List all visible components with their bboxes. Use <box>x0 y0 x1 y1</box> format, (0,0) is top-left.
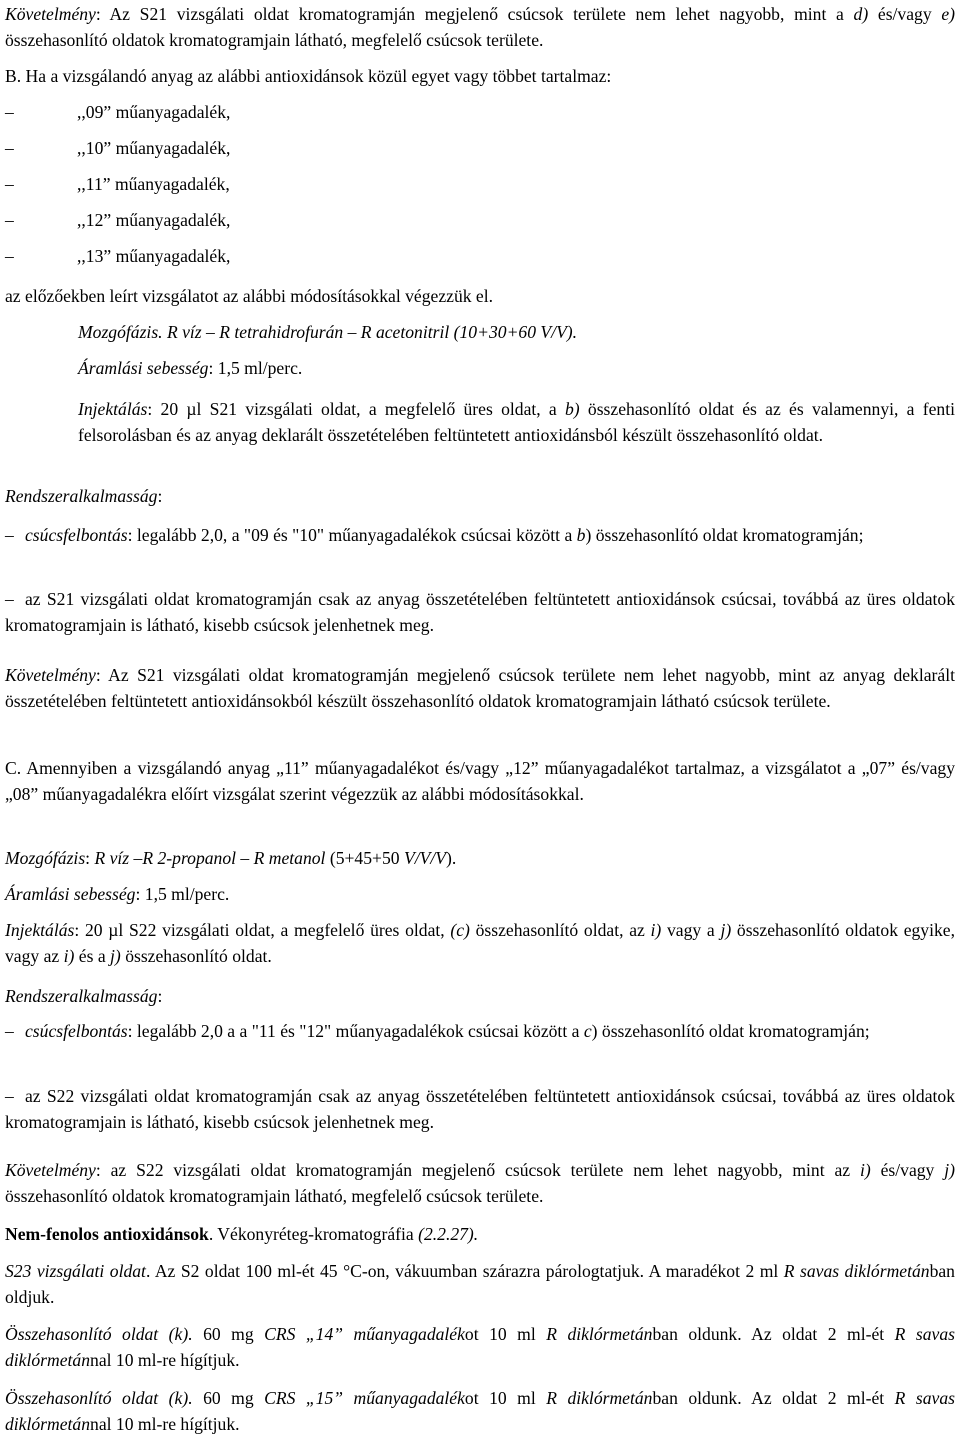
reagent: R savas diklórmetán <box>783 1261 930 1281</box>
text: : legalább 2,0 a a "11 és "12" műanyagadalékok csúcsai között a <box>127 1021 584 1041</box>
flow-rate-c <box>5 882 955 908</box>
dash: – <box>5 138 14 158</box>
colon: : <box>157 986 163 1006</box>
text: és/vagy <box>870 1160 945 1180</box>
mobile-phase-c <box>5 846 955 872</box>
colon: : <box>157 486 163 506</box>
text: nal 10 ml-re hígítjuk. <box>90 1413 240 1434</box>
requirement-paragraph-b <box>5 663 955 714</box>
ref: (c) <box>450 920 470 940</box>
list-item <box>5 100 230 126</box>
reagent: R diklórmetán <box>546 1388 653 1408</box>
suitability-label: Rendszeralkalmasság <box>5 486 158 506</box>
requirement-label: Követelmény <box>5 4 96 24</box>
dash: – <box>5 246 14 266</box>
mobile-label: Mozgófázis <box>5 848 86 868</box>
ref: i) <box>63 945 75 966</box>
heading-ref: (2.2.27). <box>418 1224 479 1244</box>
requirement-paragraph-a <box>5 2 955 53</box>
text: és/vagy <box>868 4 942 24</box>
text: ban oldjuk. <box>5 1261 955 1307</box>
item-text: ,,09” műanyagadalék, <box>77 102 231 122</box>
text: és a <box>74 945 111 966</box>
injection-c <box>5 918 955 969</box>
ratio-unit: V/V/V <box>403 848 446 868</box>
text: . Az S2 oldat 100 ml-ét 45 °C-on, vákuumban szárazra párologtatjuk. A maradékot 2 ml <box>145 1261 784 1281</box>
reagent: R diklórmetán <box>546 1324 653 1344</box>
reagent: CRS „14” műanyagadalék <box>264 1324 465 1344</box>
text: : Az S21 vizsgálati oldat kromatogramján megjelenő csúcsok területe nem lehet nagyobb, mint az anyag deklarált összetételében feltüntetett antioxidánsokból készült összehasonlító oldatok kromatogramjain látható csúcsok területe. <box>5 665 955 711</box>
flow-label: Áramlási sebesség <box>5 884 136 904</box>
text: ) összehasonlító oldat kromatogramján; <box>591 1021 870 1041</box>
ref-e: e) <box>941 4 955 24</box>
reagent: CRS „15” műanyagadalék <box>264 1388 465 1408</box>
text: ot 10 ml <box>464 1324 547 1344</box>
text: nal 10 ml-re hígítjuk. <box>90 1349 240 1370</box>
requirement-paragraph-c <box>5 1158 955 1209</box>
text: : Az S21 vizsgálati oldat kromatogramján megjelenő csúcsok területe nem lehet nagyobb, mint a <box>95 4 854 24</box>
flow-rate <box>78 356 955 382</box>
ref-b: b) <box>565 399 580 419</box>
text: : 20 µl S21 vizsgálati oldat, a megfelelő üres oldat, a <box>147 399 565 419</box>
ref-j: j) <box>944 1160 955 1180</box>
text: összehasonlító oldat, az <box>469 920 651 940</box>
solution-label: S23 vizsgálati oldat <box>5 1261 146 1281</box>
text: ). <box>445 848 457 868</box>
list-item <box>5 208 230 234</box>
dash: – <box>5 174 14 194</box>
text: (5+45+50 <box>325 848 404 868</box>
section-heading <box>5 1222 955 1248</box>
suitability-item: – csúcsfelbontás: legalább 2,0 a a "11 és "12" műanyagadalékok csúcsai között a c) összehasonlító oldat kromatogramján; <box>5 1021 870 1041</box>
suitability-item: – csúcsfelbontás: legalább 2,0, a "09 és "10" műanyagadalékok csúcsai között a b) összehasonlító oldat kromatogramján; <box>5 525 864 545</box>
injection-label: Injektálás <box>5 920 75 940</box>
system-suitability <box>5 484 955 510</box>
section-b-intro: B. Ha a vizsgálandó anyag az alábbi antioxidánsok közül egyet vagy többet tartalmaz: <box>5 66 612 86</box>
flow-value: : 1,5 ml/perc. <box>135 884 230 904</box>
item-text: ,,11” műanyagadalék, <box>77 174 230 194</box>
text: összehasonlító oldat és az és valamennyi, a fenti felsorolásban és az anyag deklarált összetételében feltüntetett antioxidánsból készült összehasonlító oldat. <box>78 399 955 445</box>
text: ) összehasonlító oldat kromatogramján; <box>585 525 864 545</box>
text: ban oldunk. Az oldat 2 ml-ét <box>652 1324 895 1344</box>
requirement-label: Követelmény <box>5 1160 96 1180</box>
suitability-item: – az S22 vizsgálati oldat kromatogramján csak az anyag összetételében feltüntetett antioxidánsok csúcsai, továbbá az üres oldatok kromatogramjain is látható, kisebb csúcsok jelenhetnek meg. <box>5 1086 955 1132</box>
text: : az S22 vizsgálati oldat kromatogramján megjelenő csúcsok területe nem lehet nagyobb, mint az <box>95 1160 860 1180</box>
text: összehasonlító oldatok kromatogramjain látható, megfelelő csúcsok területe. <box>5 29 544 50</box>
system-suitability-c <box>5 984 955 1010</box>
solution-label: Összehasonlító oldat (k). <box>5 1388 193 1408</box>
ref-c: c <box>583 1021 592 1041</box>
ref: i) <box>650 920 662 940</box>
solution-label: Összehasonlító oldat (k). <box>5 1324 193 1344</box>
heading-title: Nem-fenolos antioxidánsok <box>5 1224 209 1244</box>
dash: – <box>5 102 14 122</box>
flow-label: Áramlási sebesség <box>78 358 209 378</box>
suitability-label: Rendszeralkalmasság <box>5 986 158 1006</box>
text: összehasonlító oldatok kromatogramjain látható, megfelelő csúcsok területe. <box>5 1185 544 1206</box>
text: vagy a <box>661 920 721 940</box>
resolution-label: csúcsfelbontás <box>25 525 128 545</box>
text: ban oldunk. Az oldat 2 ml-ét <box>652 1388 895 1408</box>
item-text: ,,10” műanyagadalék, <box>77 138 231 158</box>
list-item <box>5 136 230 162</box>
flow-value: : 1,5 ml/perc. <box>208 358 303 378</box>
reference-solution-k <box>5 1322 955 1373</box>
item-text: ,,13” műanyagadalék, <box>77 246 231 266</box>
item-text: ,,12” műanyagadalék, <box>77 210 231 230</box>
heading-rest: . Vékonyréteg-kromatográfia <box>208 1224 419 1244</box>
text: 60 mg <box>192 1388 265 1408</box>
ref-d: d) <box>853 4 869 24</box>
list-item <box>5 244 230 270</box>
requirement-label: Követelmény <box>5 665 96 685</box>
mobile-phase: Mozgófázis. R víz – R tetrahidrofurán – R acetonitril (10+30+60 V/V). <box>78 322 578 342</box>
ref: j) <box>720 920 732 940</box>
dash: – <box>5 210 14 230</box>
list-item <box>5 172 230 198</box>
text: : legalább 2,0, a "09 és "10" műanyagadalékok csúcsai között a <box>127 525 577 545</box>
injection-label: Injektálás <box>78 399 148 419</box>
s23-solution <box>5 1259 955 1310</box>
reagent: R savas diklórmetán <box>5 1324 955 1370</box>
text: : 20 µl S22 vizsgálati oldat, a megfelelő üres oldat, <box>74 920 451 940</box>
text: 60 mg <box>192 1324 265 1344</box>
text: ot 10 ml <box>464 1388 547 1408</box>
reference-solution-l <box>5 1386 955 1437</box>
text: az S22 vizsgálati oldat kromatogramján csak az anyag összetételében feltüntetett antioxidánsok csúcsai, továbbá az üres oldatok kromatogramjain is látható, kisebb csúcsok jelenhetnek meg. <box>5 1086 955 1132</box>
suitability-item: – az S21 vizsgálati oldat kromatogramján csak az anyag összetételében feltüntetett antioxidánsok csúcsai, továbbá az üres oldatok kromatogramjain is látható, kisebb csúcsok jelenhetnek meg. <box>5 589 955 635</box>
reagent: R savas diklórmetán <box>5 1388 955 1434</box>
section-b-after: az előzőekben leírt vizsgálatot az alábbi módosításokkal végezzük el. <box>5 286 494 306</box>
text: : <box>85 848 95 868</box>
injection <box>78 397 955 448</box>
text: összehasonlító oldatok egyike, vagy az <box>5 920 955 966</box>
ref-i: i) <box>859 1160 871 1180</box>
solvents: R víz –R 2-propanol – R metanol <box>94 848 326 868</box>
section-c-intro: C. Amennyiben a vizsgálandó anyag „11” műanyagadalékot és/vagy „12” műanyagadalékot tartalmaz, a vizsgálatot a „07” és/vagy „08” műanyagadalékra előírt vizsgálat szerint végezzük az alábbi módosításokkal. <box>5 758 955 804</box>
text: összehasonlító oldat. <box>120 945 272 966</box>
text: az S21 vizsgálati oldat kromatogramján csak az anyag összetételében feltüntetett antioxidánsok csúcsai, továbbá az üres oldatok kromatogramjain is látható, kisebb csúcsok jelenhetnek meg. <box>5 589 955 635</box>
ref: j) <box>110 945 121 966</box>
resolution-label: csúcsfelbontás <box>25 1021 128 1041</box>
ref-b: b <box>576 525 586 545</box>
